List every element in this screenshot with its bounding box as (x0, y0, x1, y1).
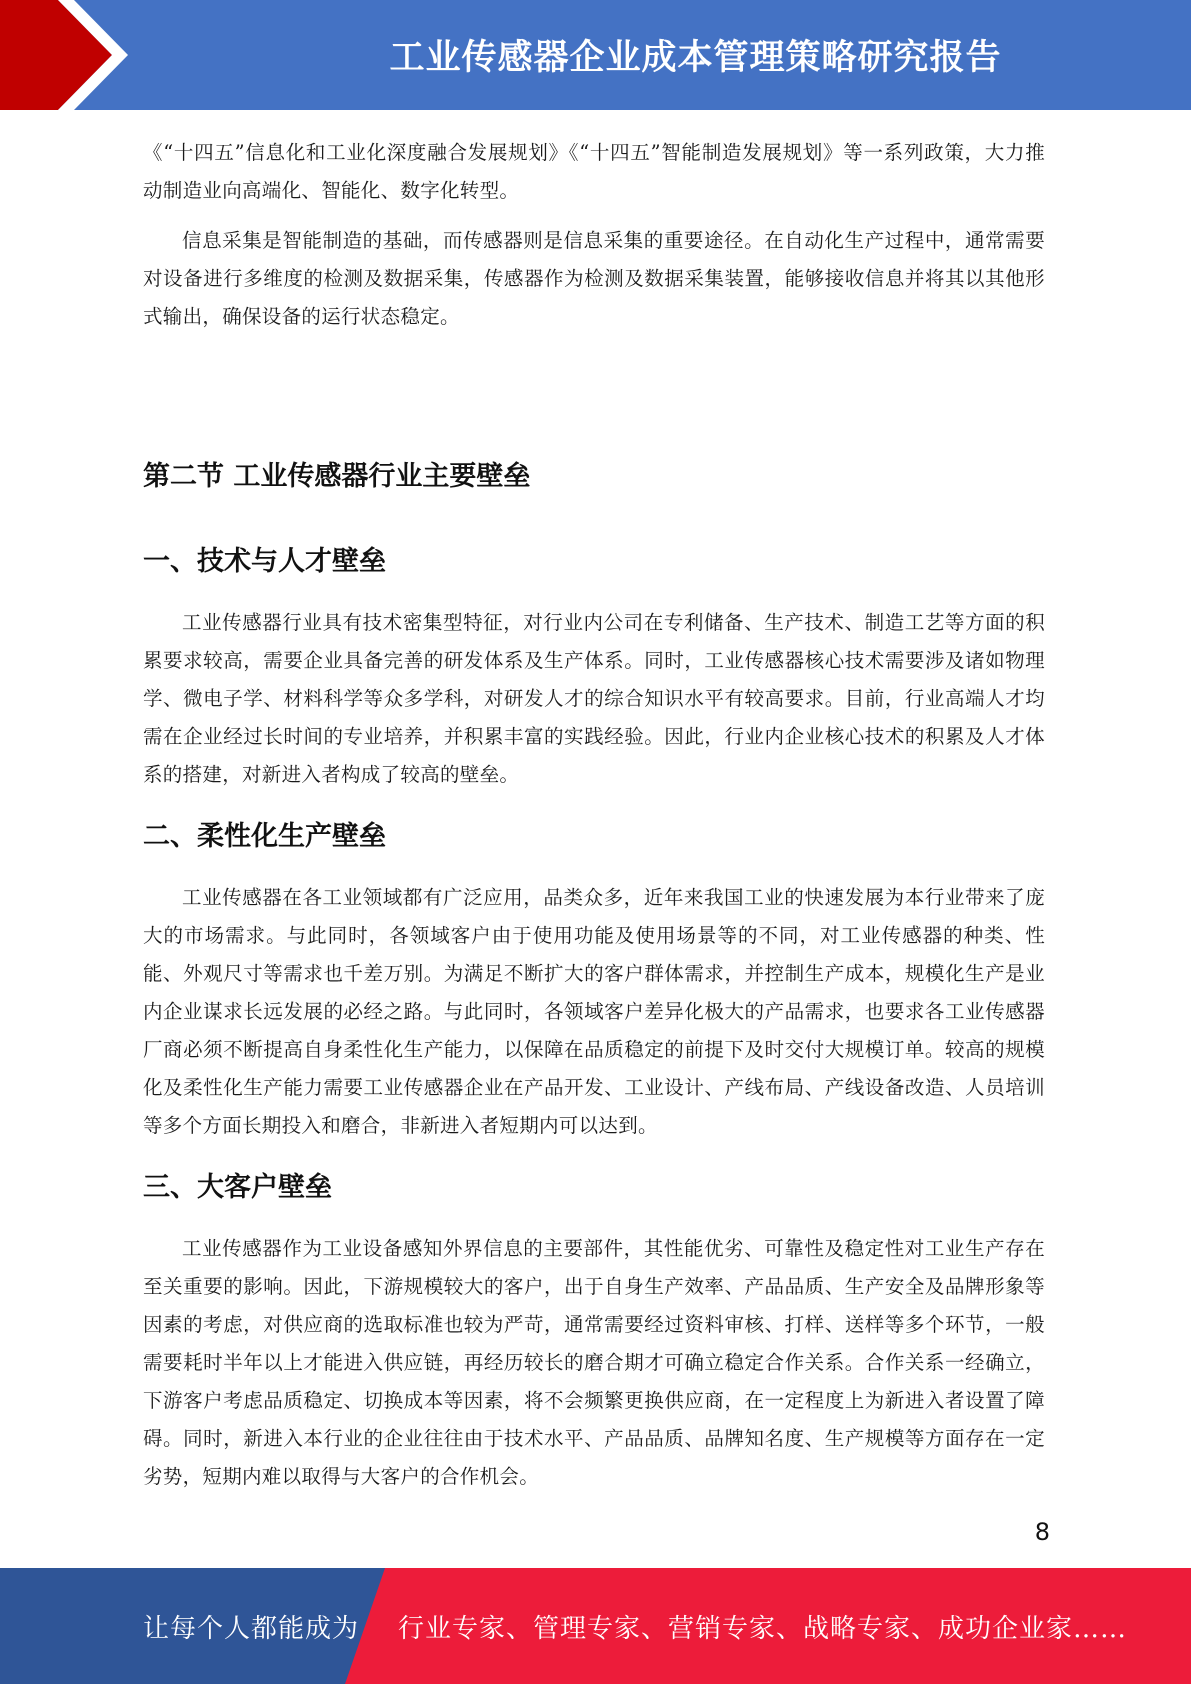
subsection-text-client: 工业传感器作为工业设备感知外界信息的主要部件，其性能优劣、可靠性及稳定性对工业生产存在至关重要的影响。因此，下游规模较大的客户，出于自身生产效率、产品品质、生产安全及品牌形象等因素的考虑，对供应商的选取标准也较为严苛，通常需要经过资料审核、打样、送样等多个环节，一般需要耗时半年以上才能进入供应链，再经历较长的磨合期才可确立稳定合作关系。合作关系一经确立，下游客户考虑品质稳定、切换成本等因素，将不会频繁更换供应商，在一定程度上为新进入者设置了障碍。同时，新进入本行业的企业往往由于技术水平、产品品质、品牌知名度、生产规模等方面存在一定劣势，短期内难以取得与大客户的合作机会。 (143, 1237, 1045, 1488)
subsection-title-flex: 二、柔性化生产壁垒 (143, 821, 386, 852)
subsection-text-flex: 工业传感器在各工业领域都有广泛应用，品类众多，近年来我国工业的快速发展为本行业带来了庞大的市场需求。与此同时，各领域客户由于使用功能及使用场景等的不同，对工业传感器的种类、性能、外观尺寸等需求也千差万别。为满足不断扩大的客户群体需求，并控制生产成本，规模化生产是业内企业谋求长远发展的必经之路。与此同时，各领域客户差异化极大的产品需求，也要求各工业传感器厂商必须不断提高自身柔性化生产能力，以保障在品质稳定的前提下及时交付大规模订单。较高的规模化及柔性化生产能力需要工业传感器企业在产品开发、工业设计、产线布局、产线设备改造、人员培训等多个方面长期投入和磨合，非新进入者短期内可以达到。 (143, 886, 1045, 1137)
header-red-arrow-decoration (0, 0, 160, 110)
intro-paragraph-1: 《“十四五”信息化和工业化深度融合发展规划》《“十四五”智能制造发展规划》等一系列政策，大力推动制造业向高端化、智能化、数字化转型。 (143, 141, 1045, 202)
footer-slogan-left: 让每个人都能成为 (143, 1613, 360, 1644)
section-title: 第二节 工业传感器行业主要壁垒 (143, 461, 531, 492)
header-bar (0, 0, 1191, 110)
page-number: 8 (1034, 1518, 1050, 1546)
footer-slogan-right: 行业专家、管理专家、营销专家、战略专家、成功企业家…… (398, 1613, 1128, 1644)
footer-banner (0, 1568, 1191, 1684)
page-content (143, 134, 1045, 1508)
document-title: 工业传感器企业成本管理策略研究报告 (389, 38, 1002, 78)
subsection-title-client: 三、大客户壁垒 (143, 1172, 332, 1203)
subsection-text-tech: 工业传感器行业具有技术密集型特征，对行业内公司在专利储备、生产技术、制造工艺等方面的积累要求较高，需要企业具备完善的研发体系及生产体系。同时，工业传感器核心技术需要涉及诸如物理学、微电子学、材料科学等众多学科，对研发人才的综合知识水平有较高要求。目前，行业高端人才均需在企业经过长时间的专业培养，并积累丰富的实践经验。因此，行业内企业核心技术的积累及人才体系的搭建，对新进入者构成了较高的壁垒。 (143, 611, 1045, 786)
intro-paragraph-2: 信息采集是智能制造的基础，而传感器则是信息采集的重要途径。在自动化生产过程中，通常需要对设备进行多维度的检测及数据采集，传感器作为检测及数据采集装置，能够接收信息并将其以其他形式输出，确保设备的运行状态稳定。 (143, 229, 1045, 328)
subsection-title-tech: 一、技术与人才壁垒 (143, 546, 386, 577)
